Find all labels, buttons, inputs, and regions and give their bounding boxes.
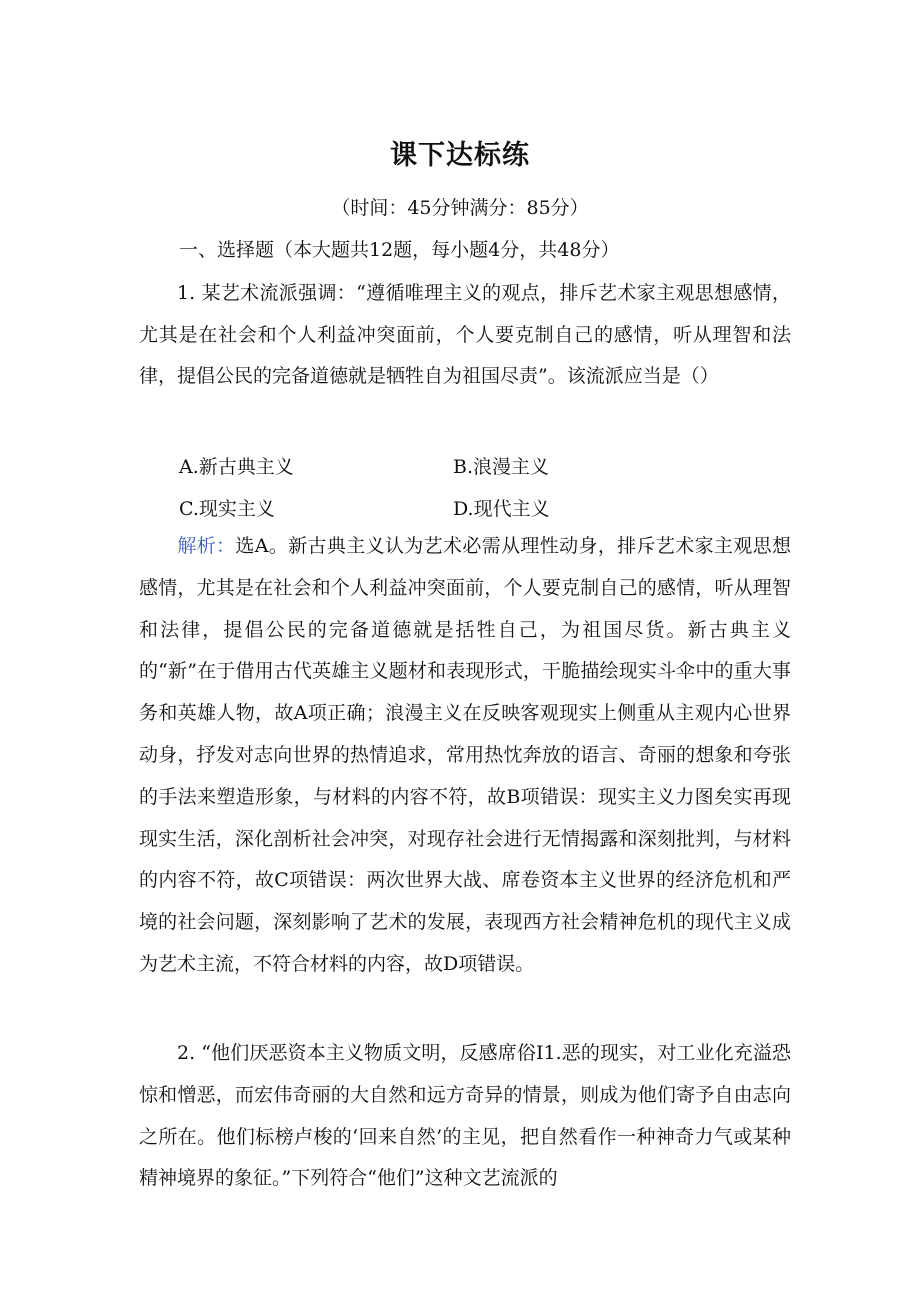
section-heading: 一、选择题（本大题共12题，每小题4分，共48分） [179, 239, 620, 261]
question-1-analysis [139, 526, 791, 986]
question-1-text: 1. 某艺术流派强调：“遵循唯理主义的观点，排斥艺术家主观思想感情，尤其是在社会和个人利益冲突面前，个人要克制自己的感情，听从理智和法律，提倡公民的完备道德就是牺牲自为祖国尽责”。该流派应当是（） [139, 282, 791, 387]
analysis-label: 解析： [177, 535, 236, 557]
option-a: A.新古典主义 [179, 456, 294, 478]
analysis-text: 选A。新古典主义认为艺术必需从理性动身，排斥艺术家主观思想感情，尤其是在社会和个人利益冲突面前，个人要克制自己的感情，听从理智和法律，提倡公民的完备道德就是括牲自己，为祖国尽货。新古典主义的“新”在于借用古代英雄主义题材和表现形式，干脆描绘现实斗伞中的重大事务和英雄人物，故A项正确；浪漫主义在反映客观现实上侧重从主观内心世界动身，抒发对志向世界的热情追求，常用热忱奔放的语言、奇丽的想象和夸张的手法来塑造形象，与材料的内容不符，故B项错误：现实主义力图矣实再现现实生活，深化剖析社会冲突，对现存社会进行无情揭露和深刻批判，与材料的内容不符，故C项错误：两次世界大战、席卷资本主义世界的经济危机和严境的社会问题，深刻影响了艺术的发展，表现西方社会精神危机的现代主义成为艺术主流，不符合材料的内容，故D项错误。 [139, 535, 791, 975]
question-2-text: 2. “他们厌恶资本主义物质文明，反感席俗I1.恶的现实，对工业化充溢恐惊和憎恶，而宏伟奇丽的大自然和远方奇异的情景，则成为他们寄予自由志向之所在。他们标榜卢梭的‘回来自然’的主见，把自然看作一种神奇力气或某种精神境界的象征。”下列符合“他们”这种文艺流派的 [139, 1042, 791, 1190]
question-2 [139, 1033, 791, 1200]
time-and-score: （时间：45分钟满分：85分） [331, 197, 589, 219]
page-title: 课下达标练 [390, 140, 530, 171]
option-d: D.现代主义 [453, 498, 550, 520]
question-1-options [179, 446, 739, 530]
options-row [179, 446, 739, 488]
option-c: C.现实主义 [179, 498, 275, 520]
question-1 [139, 273, 791, 398]
option-b: B.浪漫主义 [453, 456, 550, 478]
options-row [179, 488, 739, 530]
